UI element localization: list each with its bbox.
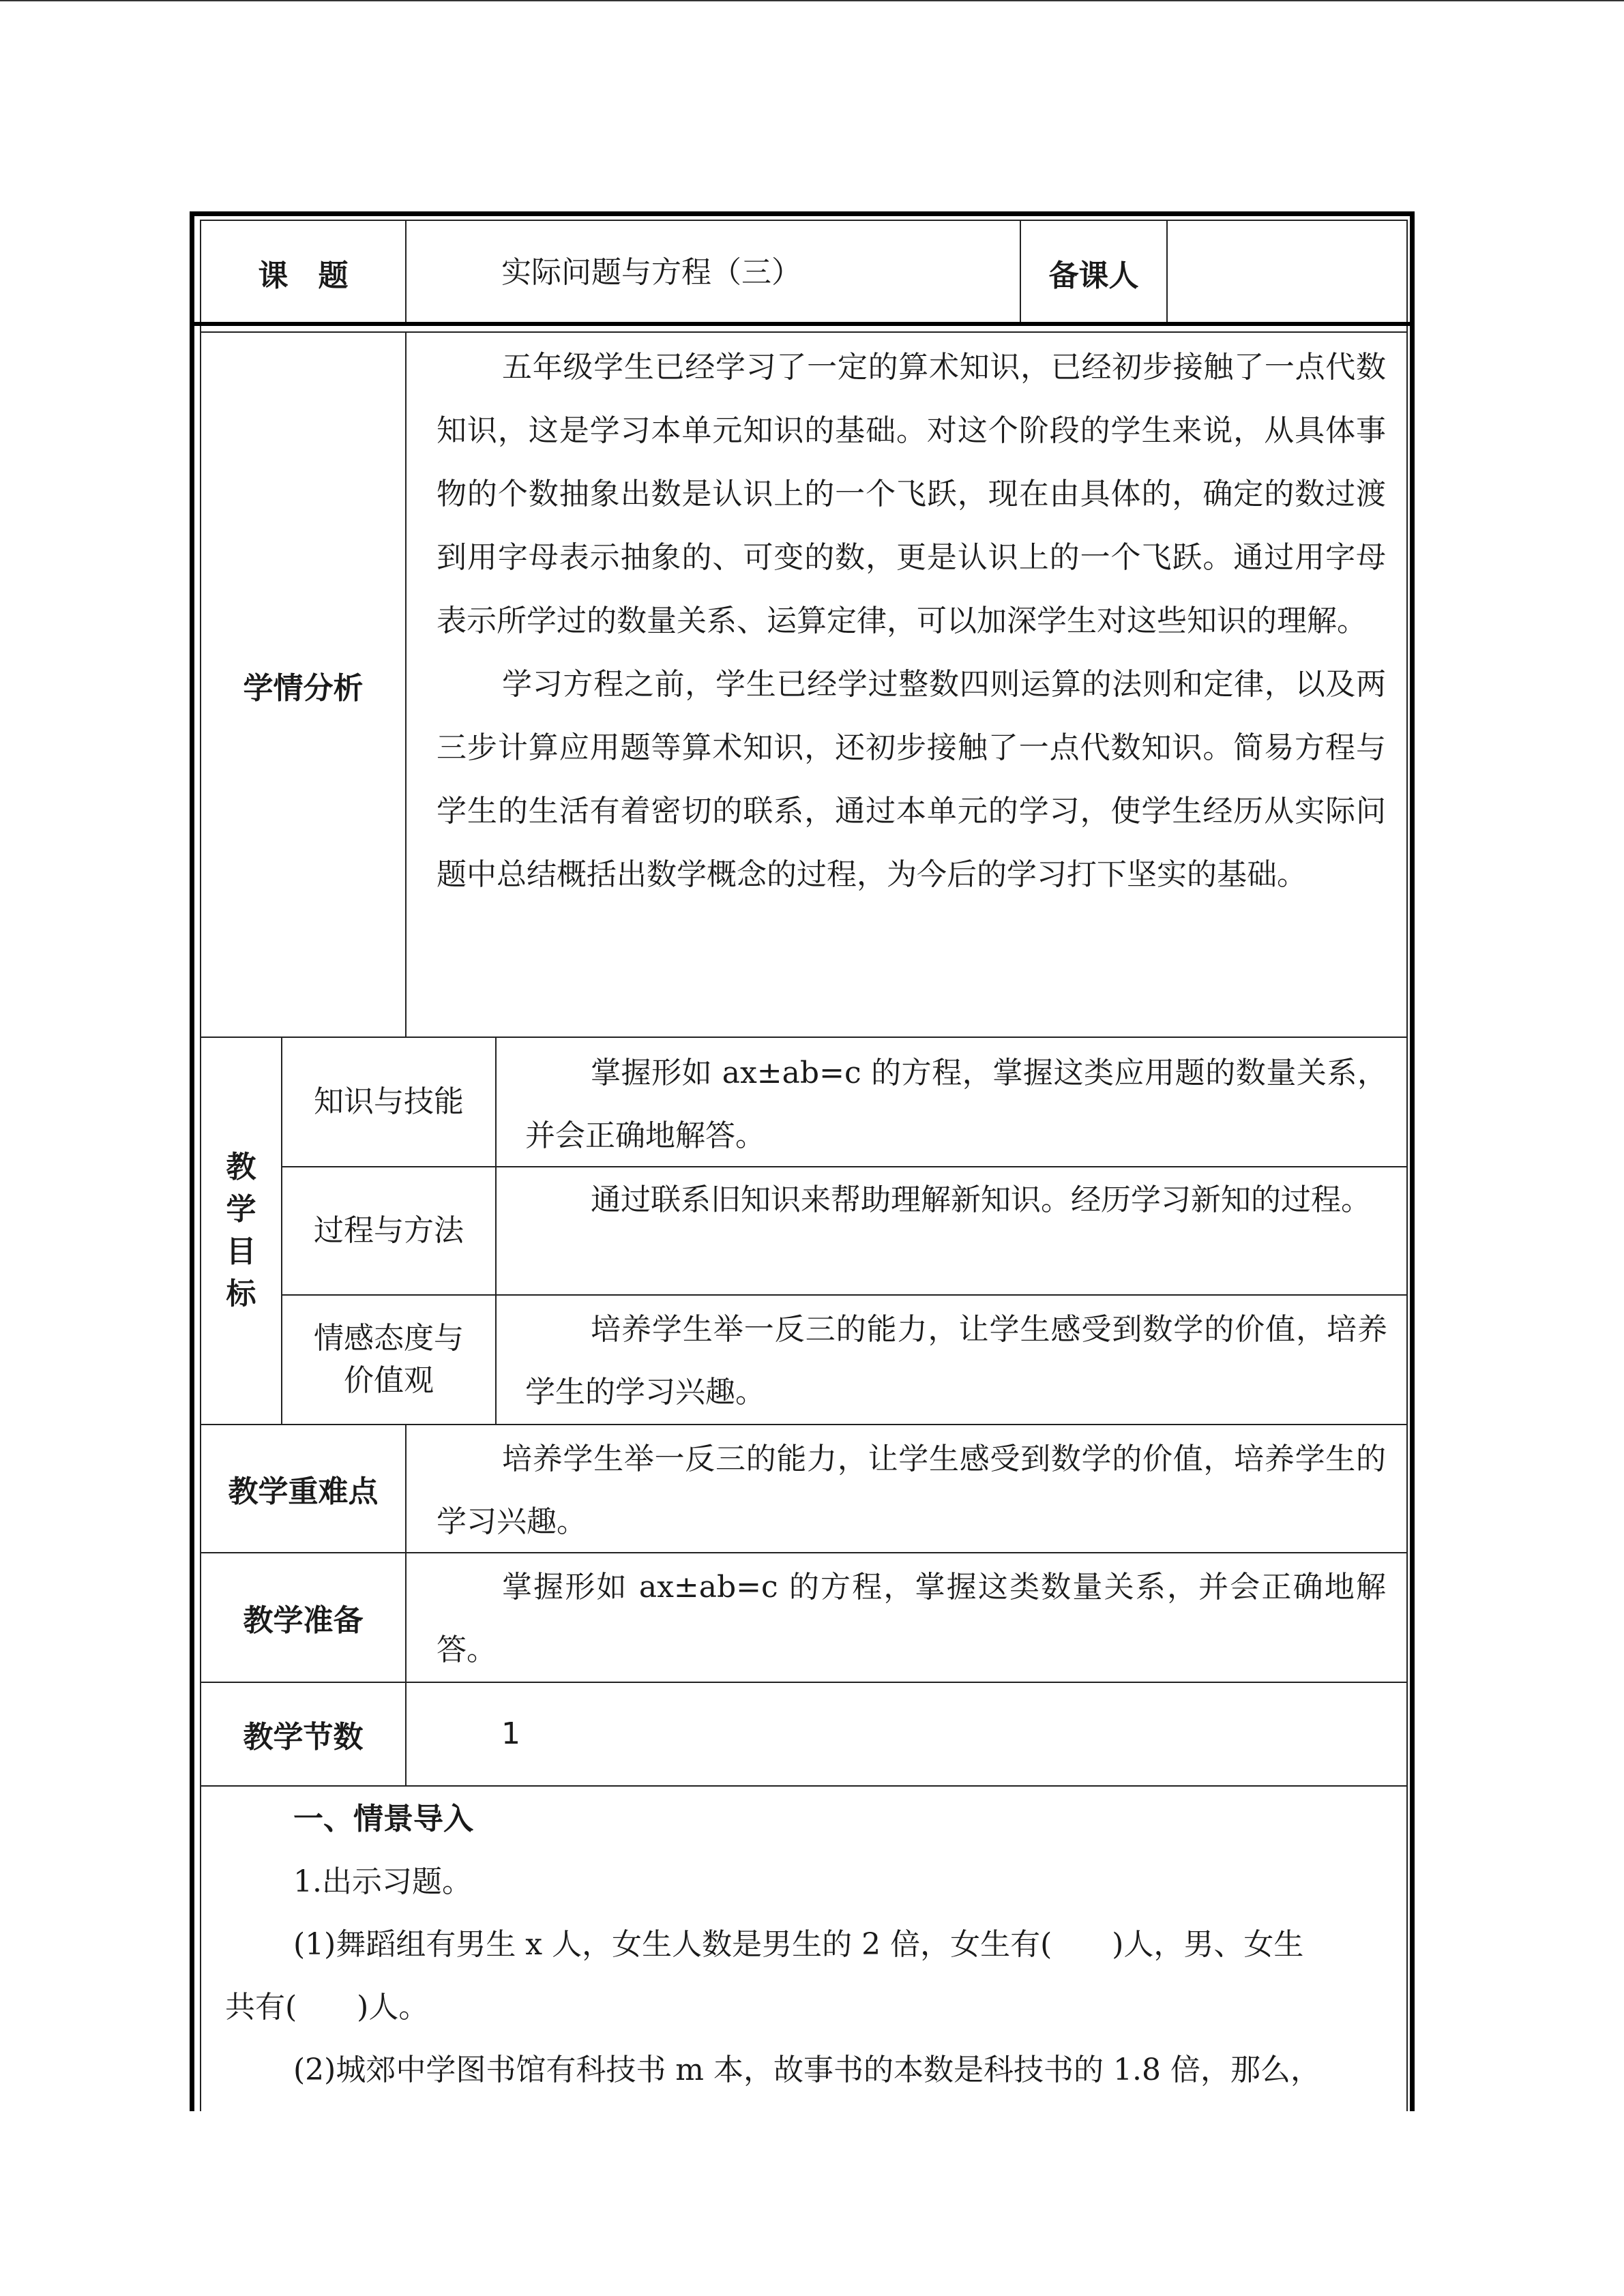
goals-label xyxy=(201,1038,281,1424)
row-line xyxy=(200,1785,1406,1787)
divider xyxy=(405,1424,407,1785)
inner-top-border xyxy=(200,220,1406,221)
process-step1: 1.出示习题。 xyxy=(293,1864,472,1899)
divider xyxy=(405,220,407,325)
divider xyxy=(495,1037,497,1424)
goals-label-char: 目 xyxy=(226,1234,256,1269)
goal-process-paragraph: 通过联系旧知识来帮助理解新知识。经历学习新知的过程。 xyxy=(591,1182,1371,1217)
inner-right-border xyxy=(1406,220,1408,2111)
question-1-line1: (1)舞蹈组有男生 x 人，女生人数是男生的 2 倍，女生有( )人，男、女生 xyxy=(293,1927,1304,1962)
question-2-line1: (2)城郊中学图书馆有科技书 m 本，故事书的本数是科技书的 1.8 倍，那么， xyxy=(293,2053,1320,2087)
analysis-label: 学情分析 xyxy=(243,671,364,706)
preparation-text xyxy=(437,1556,1386,1682)
goals-label-char: 学 xyxy=(226,1192,256,1227)
goal-attitude-label-line1: 情感态度与 xyxy=(314,1321,464,1356)
process-section xyxy=(225,1788,1398,2102)
process-heading: 一、情景导入 xyxy=(293,1802,473,1836)
divider xyxy=(405,331,407,1038)
goal-attitude-text xyxy=(525,1298,1387,1424)
author-value[interactable] xyxy=(1168,222,1406,324)
page-top-rule xyxy=(0,0,1624,1)
goal-attitude-label-line2: 价值观 xyxy=(344,1363,434,1398)
question-1-line2: 共有( )人。 xyxy=(225,1990,429,2025)
header-separator xyxy=(194,322,1410,326)
preparation-label: 教学准备 xyxy=(243,1603,364,1638)
key-points-paragraph: 培养学生举一反三的能力，让学生感受到数学的价值，培养学生的学习兴趣。 xyxy=(437,1442,1386,1539)
goal-process-label: 过程与方法 xyxy=(314,1213,464,1248)
goal-knowledge-paragraph: 掌握形如 ax±ab=c 的方程，掌握这类应用题的数量关系，并会正确地解答。 xyxy=(525,1056,1387,1153)
topic-label: 课 题 xyxy=(258,258,349,293)
goal-attitude-paragraph: 培养学生举一反三的能力，让学生感受到数学的价值，培养学生的学习兴趣。 xyxy=(525,1312,1387,1410)
goals-label-char: 教 xyxy=(226,1150,256,1184)
goal-process-text xyxy=(525,1169,1387,1232)
topic-value: 实际问题与方程（三） xyxy=(501,255,801,290)
goal-attitude-label xyxy=(282,1296,495,1424)
periods-label: 教学节数 xyxy=(243,1720,364,1755)
preparation-paragraph: 掌握形如 ax±ab=c 的方程，掌握这类数量关系，并会正确地解答。 xyxy=(437,1570,1386,1667)
key-points-text xyxy=(437,1428,1386,1553)
analysis-text xyxy=(437,336,1386,906)
analysis-paragraph-2: 学习方程之前，学生已经学过整数四则运算的法则和定律，以及两三步计算应用题等算术知识，还初步接触了一点代数知识。简易方程与学生的生活有着密切的联系，通过本单元的学习，使学生经历从实际问题中总结概括出数学概念的过程，为今后的学习打下坚实的基础。 xyxy=(437,667,1386,892)
periods-value: 1 xyxy=(501,1716,520,1751)
goals-label-char: 标 xyxy=(226,1277,256,1311)
key-points-label: 教学重难点 xyxy=(228,1474,379,1509)
analysis-paragraph-1: 五年级学生已经学习了一定的算术知识，已经初步接触了一点代数知识，这是学习本单元知识的基础。对这个阶段的学生来说，从具体事物的个数抽象出数是认识上的一个飞跃，现在由具体的，确定的数过渡到用字母表示抽象的、可变的数，更是认识上的一个飞跃。通过用字母表示所学过的数量关系、运算定律，可以加深学生对这些知识的理解。 xyxy=(437,350,1386,638)
goal-knowledge-text xyxy=(525,1042,1387,1167)
author-label: 备课人 xyxy=(1048,258,1139,293)
goal-knowledge-label: 知识与技能 xyxy=(314,1084,464,1119)
